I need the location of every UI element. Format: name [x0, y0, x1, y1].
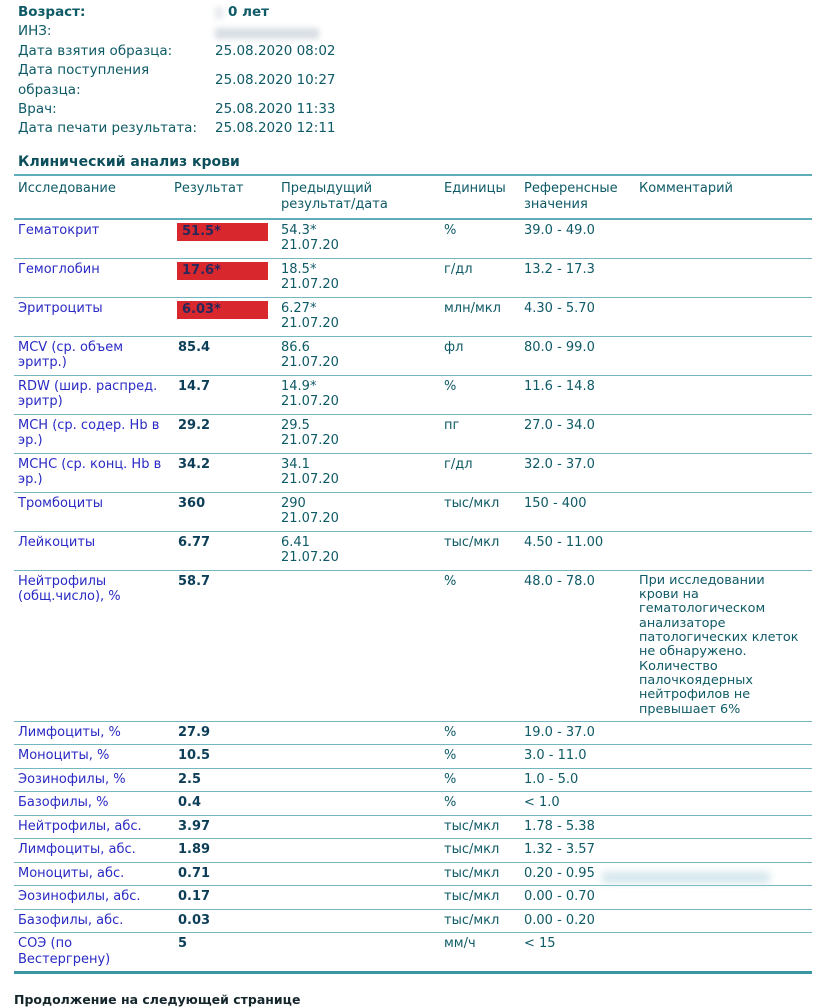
- header-row: [18, 42, 828, 61]
- previous-date: 21.07.20: [281, 511, 339, 527]
- table-row: [14, 745, 812, 769]
- units: %: [444, 748, 457, 764]
- header-label: Дата печати результата:: [18, 120, 198, 137]
- test-name: Лимфоциты, абс.: [18, 842, 136, 858]
- previous-result: [281, 418, 444, 449]
- table-row: [14, 298, 812, 337]
- result-value: 5: [178, 936, 188, 952]
- previous-value: 18.5*: [281, 261, 317, 277]
- table-row: [14, 532, 812, 571]
- table-row: [14, 933, 812, 974]
- table-body: [14, 220, 812, 974]
- previous-value: 6.41: [281, 534, 310, 550]
- table-row: [14, 910, 812, 934]
- result-value: 6.77: [178, 534, 211, 550]
- previous-value: 14.9*: [281, 378, 317, 394]
- reference-range: < 15: [524, 936, 556, 952]
- test-name: MCHC (ср. конц. Hb в эр.): [18, 456, 162, 488]
- comment: [639, 379, 812, 410]
- test-name: Нейтрофилы (общ.число), %: [18, 573, 121, 605]
- reference-range: 1.78 - 5.38: [524, 818, 595, 834]
- units: %: [444, 378, 457, 394]
- result-value: 14.7: [178, 378, 211, 394]
- header-row: [18, 22, 828, 41]
- table-row: [14, 259, 812, 298]
- previous-result: [281, 819, 444, 835]
- reference-range: 0.00 - 0.70: [524, 889, 595, 905]
- test-name: Базофилы, абс.: [18, 912, 124, 928]
- previous-value: 34.1: [281, 456, 310, 472]
- comment: [639, 223, 812, 254]
- table-row: [14, 839, 812, 863]
- previous-date: 21.07.20: [281, 277, 339, 293]
- table-row: [14, 886, 812, 910]
- table-row: [14, 376, 812, 415]
- reference-range: 1.32 - 3.57: [524, 842, 595, 858]
- result-value: [174, 262, 281, 293]
- previous-result: [281, 866, 444, 882]
- test-name: MCV (ср. объем эритр.): [18, 339, 124, 371]
- units: %: [444, 573, 457, 589]
- test-name: Лимфоциты, %: [18, 724, 121, 740]
- reference-range: 27.0 - 34.0: [524, 417, 595, 433]
- header-row: [18, 119, 828, 138]
- reference-range: 48.0 - 78.0: [524, 573, 595, 589]
- units: %: [444, 771, 457, 787]
- table-row: [14, 816, 812, 840]
- previous-date: 21.07.20: [281, 472, 339, 488]
- previous-result: [281, 936, 444, 967]
- reference-range: 13.2 - 17.3: [524, 261, 595, 277]
- reference-range: 80.0 - 99.0: [524, 339, 595, 355]
- result-value: 27.9: [178, 724, 211, 740]
- result-value: 360: [178, 495, 206, 511]
- continuation-note: Продолжение на следующей странице: [14, 992, 301, 1007]
- abnormal-result-highlight: 6.03*: [177, 301, 268, 320]
- units: г/дл: [444, 261, 473, 277]
- abnormal-result-highlight: 17.6*: [177, 262, 268, 281]
- units: %: [444, 795, 457, 811]
- test-name: Эозинофилы, абс.: [18, 889, 141, 905]
- previous-date: 21.07.20: [281, 238, 339, 254]
- test-name: MCH (ср. содер. Hb в эр.): [18, 417, 160, 449]
- reference-range: 39.0 - 49.0: [524, 222, 595, 238]
- header-value: [215, 22, 319, 41]
- comment: [639, 819, 812, 835]
- previous-result: [281, 913, 444, 929]
- header-value: 25.08.2020 10:27: [215, 71, 336, 88]
- column-header-test: Исследование: [18, 180, 116, 196]
- previous-result: [281, 725, 444, 741]
- previous-value: 290: [281, 495, 306, 511]
- result-value: 0.71: [178, 865, 211, 881]
- test-name: Эритроциты: [18, 300, 103, 316]
- previous-date: 21.07.20: [281, 355, 339, 371]
- table-row: [14, 415, 812, 454]
- units: г/дл: [444, 456, 473, 472]
- previous-result: [281, 262, 444, 293]
- table-row: [14, 792, 812, 816]
- reference-range: 150 - 400: [524, 495, 587, 511]
- reference-range: 19.0 - 37.0: [524, 724, 595, 740]
- reference-range: < 1.0: [524, 795, 560, 811]
- test-name: Гемоглобин: [18, 261, 100, 277]
- reference-range: 0.00 - 0.20: [524, 912, 595, 928]
- comment: [639, 748, 812, 764]
- comment: [639, 936, 812, 967]
- units: тыс/мкл: [444, 912, 500, 928]
- table-header-row: [14, 176, 812, 220]
- previous-result: [281, 223, 444, 254]
- column-header-previous: Предыдущий результат/дата: [281, 180, 388, 212]
- previous-result: [281, 574, 444, 717]
- units: тыс/мкл: [444, 495, 500, 511]
- previous-value: 54.3*: [281, 222, 317, 238]
- previous-value: 29.5: [281, 417, 310, 433]
- result-value: 58.7: [178, 573, 211, 589]
- previous-result: [281, 340, 444, 371]
- test-name: Моноциты, %: [18, 748, 110, 764]
- result-value: [174, 301, 281, 332]
- table-row: [14, 337, 812, 376]
- result-value: 0.03: [178, 912, 211, 928]
- header-label: Дата взятия образца:: [18, 42, 173, 59]
- previous-result: [281, 795, 444, 811]
- previous-result: [281, 535, 444, 566]
- result-value: 34.2: [178, 456, 211, 472]
- test-name: Тромбоциты: [18, 495, 104, 511]
- comment: [639, 535, 812, 566]
- comment: [639, 725, 812, 741]
- table-row: [14, 571, 812, 722]
- units: тыс/мкл: [444, 865, 500, 881]
- table-row: [14, 769, 812, 793]
- previous-result: [281, 842, 444, 858]
- result-value: 85.4: [178, 339, 211, 355]
- header-value: 0 лет: [215, 3, 269, 22]
- redacted-smudge: [602, 872, 770, 883]
- previous-value: 86.6: [281, 339, 310, 355]
- units: пг: [444, 417, 460, 433]
- previous-date: 21.07.20: [281, 394, 339, 410]
- comment: [639, 889, 812, 905]
- test-name: Эозинофилы, %: [18, 771, 126, 787]
- test-name: СОЭ (по Вестергрену): [18, 936, 111, 967]
- previous-result: [281, 496, 444, 527]
- test-name: Нейтрофилы, абс.: [18, 818, 142, 834]
- previous-result: [281, 379, 444, 410]
- header-value: 25.08.2020 08:02: [215, 42, 336, 59]
- table-row: [14, 493, 812, 532]
- units: %: [444, 724, 457, 740]
- redacted-smudge: [215, 7, 223, 19]
- comment: [639, 301, 812, 332]
- header-value: 25.08.2020 11:33: [215, 101, 336, 118]
- table-row: [14, 722, 812, 746]
- header-label: Врач:: [18, 101, 57, 118]
- header-value: 25.08.2020 12:11: [215, 120, 336, 137]
- results-table: [14, 174, 812, 974]
- header-label: Возраст:: [18, 4, 86, 20]
- reference-range: 4.30 - 5.70: [524, 300, 595, 316]
- reference-range: 1.0 - 5.0: [524, 771, 579, 787]
- header-row: [18, 61, 828, 100]
- column-header-units: Единицы: [444, 180, 506, 196]
- test-name: Лейкоциты: [18, 534, 96, 550]
- units: тыс/мкл: [444, 534, 500, 550]
- previous-date: 21.07.20: [281, 550, 339, 566]
- reference-range: 0.20 - 0.95: [524, 865, 595, 881]
- reference-range: 32.0 - 37.0: [524, 456, 595, 472]
- result-value: 29.2: [178, 417, 211, 433]
- previous-result: [281, 772, 444, 788]
- units: млн/мкл: [444, 300, 501, 316]
- header-row: [18, 100, 828, 119]
- result-value: 0.17: [178, 889, 211, 905]
- report-header: [0, 0, 828, 139]
- comment: [639, 772, 812, 788]
- reference-range: 4.50 - 11.00: [524, 534, 604, 550]
- table-row: [14, 220, 812, 259]
- previous-result: [281, 457, 444, 488]
- previous-result: [281, 889, 444, 905]
- test-name: RDW (шир. распред. эритр): [18, 378, 158, 410]
- header-label: ИНЗ:: [18, 23, 52, 40]
- redacted-smudge: [215, 28, 319, 39]
- header-label: Дата поступления образца:: [18, 62, 150, 98]
- abnormal-result-highlight: 51.5*: [177, 223, 268, 242]
- units: фл: [444, 339, 464, 355]
- comment: [639, 262, 812, 293]
- comment: [639, 913, 812, 929]
- comment: [639, 457, 812, 488]
- units: %: [444, 222, 457, 238]
- test-name: Гематокрит: [18, 222, 100, 238]
- comment: [639, 418, 812, 449]
- result-value: 3.97: [178, 818, 211, 834]
- table-row: [14, 454, 812, 493]
- section-title: Клинический анализ крови: [18, 153, 240, 170]
- column-header-reference: Референсные значения: [524, 180, 618, 212]
- units: тыс/мкл: [444, 842, 500, 858]
- result-value: 10.5: [178, 748, 211, 764]
- result-value: 1.89: [178, 842, 211, 858]
- previous-result: [281, 748, 444, 764]
- column-header-comment: Комментарий: [639, 180, 733, 196]
- comment: [639, 496, 812, 527]
- reference-range: 11.6 - 14.8: [524, 378, 595, 394]
- previous-date: 21.07.20: [281, 316, 339, 332]
- units: тыс/мкл: [444, 818, 500, 834]
- comment: При исследовании крови на гематологическом анализаторе патологических клеток не обнаружено. Количество палочкоядерных нейтрофилов не превышает 6%: [639, 572, 799, 717]
- previous-value: 6.27*: [281, 300, 317, 316]
- test-name: Моноциты, абс.: [18, 865, 125, 881]
- comment: [639, 340, 812, 371]
- header-row: [18, 3, 828, 22]
- column-header-result: Результат: [174, 180, 244, 196]
- units: тыс/мкл: [444, 889, 500, 905]
- comment: [639, 795, 812, 811]
- comment: [639, 842, 812, 858]
- previous-date: 21.07.20: [281, 433, 339, 449]
- units: мм/ч: [444, 936, 476, 952]
- result-value: 2.5: [178, 771, 202, 787]
- reference-range: 3.0 - 11.0: [524, 748, 587, 764]
- test-name: Базофилы, %: [18, 795, 109, 811]
- previous-result: [281, 301, 444, 332]
- result-value: 0.4: [178, 795, 202, 811]
- result-value: [174, 223, 281, 254]
